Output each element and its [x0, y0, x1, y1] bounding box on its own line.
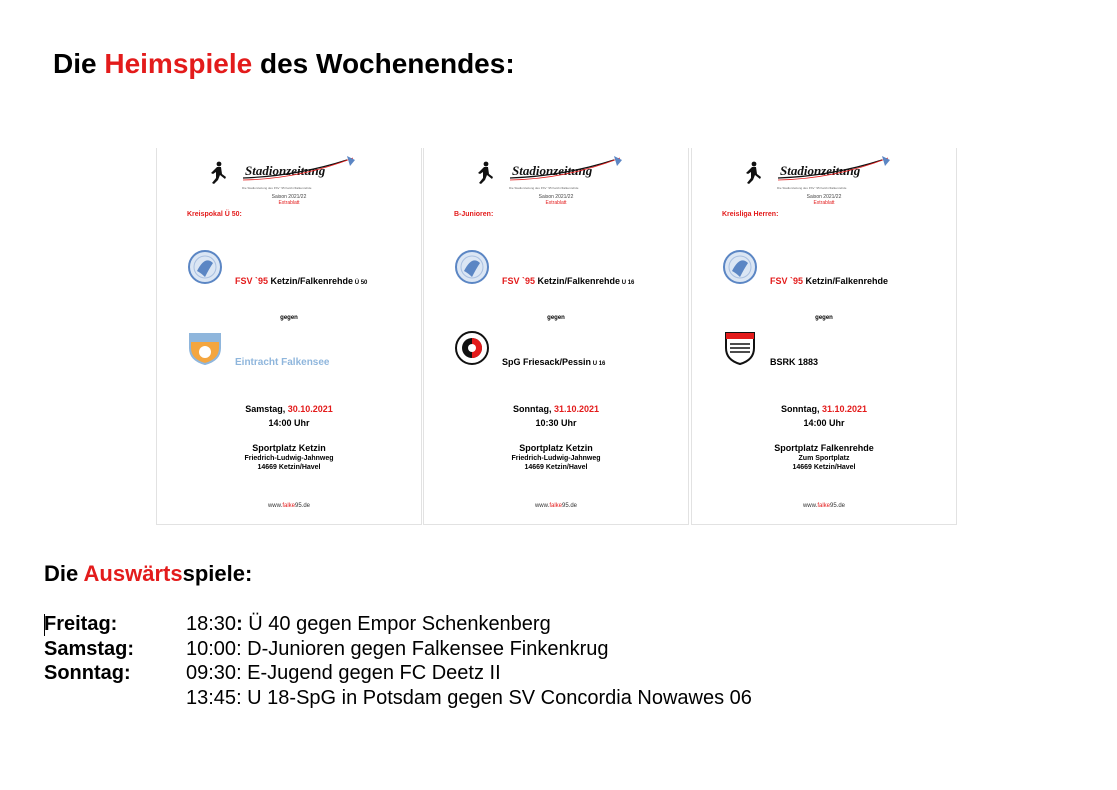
versus-label: gegen [815, 315, 833, 321]
away-team [502, 357, 605, 367]
away-game-row: Freitag: 18:30: Ü 40 gegen Empor Schenkenberg [44, 613, 551, 635]
url-part: www. [267, 503, 283, 509]
extra-label: Extrablatt [545, 200, 567, 206]
age-class: U 16 [620, 280, 635, 286]
match-date [424, 404, 688, 414]
away-day: Sonntag: [44, 662, 131, 684]
address-line: 14669 Ketzin/Havel [524, 464, 588, 471]
url-part: 95.de [562, 503, 578, 509]
season-label: Saison 2021/22 [271, 194, 307, 200]
heading-text: Die [53, 48, 105, 79]
competition: Kreispokal Ü 50: [187, 211, 242, 218]
away-time: 09:30 [186, 662, 237, 684]
match-time: 14:00 Uhr [268, 418, 310, 428]
team-prefix: FSV `95 [770, 276, 804, 286]
website-link[interactable] [424, 503, 688, 509]
tagline: Die Stadionzeitung des FSV `95 Ketzin/Falkenrehde [777, 186, 847, 190]
url-part: www. [802, 503, 818, 509]
home-games-heading [53, 48, 515, 80]
away-game-row: Sonntag: 09:30: E-Jugend gegen FC Deetz II [44, 662, 501, 684]
svg-text:Stadionzeitung: Stadionzeitung [780, 163, 861, 178]
fsv-crest-icon [454, 249, 490, 285]
team-name: Eintracht Falkensee [235, 357, 330, 368]
extra-label: Extrablatt [813, 200, 835, 206]
age-class: Ü 50 [353, 280, 368, 286]
runner-icon [478, 162, 493, 184]
address-line: Friedrich-Ludwig-Jahnweg [511, 455, 601, 462]
team-prefix: FSV `95 [235, 276, 269, 286]
svg-text:Stadionzeitung: Stadionzeitung [245, 163, 326, 178]
match-date [692, 404, 956, 414]
tagline: Die Stadionzeitung des FSV `95 Ketzin/Falkenrehde [509, 186, 579, 190]
match-date [157, 404, 421, 414]
weekday: Samstag, [245, 404, 288, 414]
address-line: 14669 Ketzin/Havel [257, 464, 321, 471]
eintracht-crest-icon [187, 330, 223, 366]
website-link[interactable] [692, 503, 956, 509]
away-team [235, 357, 329, 368]
versus-label: gegen [547, 315, 565, 321]
runner-icon [746, 162, 761, 184]
venue-address [424, 454, 688, 472]
venue: Sportplatz Ketzin [252, 443, 326, 453]
venue: Sportplatz Falkenrehde [774, 443, 874, 453]
date-value: 31.10.2021 [553, 404, 600, 414]
runner-icon [211, 162, 226, 184]
season [157, 194, 421, 206]
season-label: Saison 2021/22 [806, 194, 842, 200]
date-value: 30.10.2021 [287, 404, 333, 414]
versus-label: gegen [280, 315, 298, 321]
away-day: Freitag: [44, 613, 118, 635]
url-part: falke [282, 503, 295, 509]
weekday: Sonntag, [780, 404, 822, 414]
bsrk-crest-icon [722, 330, 758, 366]
away-match: Ü 40 gegen Empor Schenkenberg [242, 613, 551, 635]
venue-address [692, 454, 956, 472]
away-time: 18:30 [186, 613, 237, 635]
heading-text: Die [44, 561, 84, 586]
competition: Kreisliga Herren: [722, 211, 779, 218]
season [424, 194, 688, 206]
away-team [770, 357, 818, 367]
stadionzeitung-logo [207, 154, 359, 190]
home-team [235, 276, 367, 286]
url-part: falke [817, 503, 830, 509]
date-value: 31.10.2021 [821, 404, 868, 414]
extra-label: Extrablatt [278, 200, 300, 206]
address-line: Zum Sportplatz [798, 455, 850, 462]
away-time: 13:45 [186, 687, 237, 709]
address-line: 14669 Ketzin/Havel [792, 464, 856, 471]
team-name: Ketzin/Falkenrehde [268, 276, 354, 286]
fsv-crest-icon [722, 249, 758, 285]
age-class: U 16 [591, 361, 606, 367]
url-part: falke [549, 503, 562, 509]
venue-address [157, 454, 421, 472]
away-time: 10:00 [186, 638, 237, 660]
team-name: Ketzin/Falkenrehde [803, 276, 889, 286]
away-match: E-Jugend gegen FC Deetz II [241, 662, 501, 684]
away-games-heading [44, 561, 252, 587]
url-part: 95.de [295, 503, 311, 509]
competition: B-Junioren: [454, 211, 494, 218]
season-label: Saison 2021/22 [538, 194, 574, 200]
home-team [770, 276, 888, 286]
fsv-crest-icon [187, 249, 223, 285]
away-match: U 18-SpG in Potsdam gegen SV Concordia Nowawes 06 [241, 687, 752, 709]
stadionzeitung-logo [742, 154, 894, 190]
away-day: Samstag: [44, 638, 135, 660]
friesack-crest-icon [454, 330, 490, 366]
team-name: Ketzin/Falkenrehde [535, 276, 621, 286]
team-prefix: FSV `95 [502, 276, 536, 286]
website-link[interactable] [157, 503, 421, 509]
stadionzeitung-logo [474, 154, 626, 190]
match-card-b-junioren [423, 148, 689, 525]
away-match: D-Junioren gegen Falkensee Finkenkrug [241, 638, 609, 660]
url-part: 95.de [830, 503, 846, 509]
home-team [502, 276, 634, 286]
match-time: 14:00 Uhr [803, 418, 845, 428]
heading-highlight: Auswärts [83, 561, 183, 586]
season [692, 194, 956, 206]
address-line: Friedrich-Ludwig-Jahnweg [244, 455, 334, 462]
match-card-kreispokal [156, 148, 422, 525]
team-name: BSRK 1883 [770, 357, 819, 367]
heading-highlight: Heimspiele [104, 48, 253, 79]
heading-text: spiele: [182, 561, 253, 586]
venue: Sportplatz Ketzin [519, 443, 593, 453]
heading-text: des Wochenendes: [252, 48, 515, 79]
away-game-row: 13:45: U 18-SpG in Potsdam gegen SV Concordia Nowawes 06 [186, 687, 752, 709]
svg-text:Stadionzeitung: Stadionzeitung [512, 163, 593, 178]
url-part: www. [534, 503, 550, 509]
match-card-kreisliga [691, 148, 957, 525]
match-time: 10:30 Uhr [535, 418, 577, 428]
weekday: Sonntag, [512, 404, 554, 414]
team-name: SpG Friesack/Pessin [502, 357, 592, 367]
tagline: Die Stadionzeitung des FSV `95 Ketzin/Falkenrehde [242, 186, 312, 190]
away-game-row: Samstag: 10:00: D-Junioren gegen Falkensee Finkenkrug [44, 638, 609, 660]
